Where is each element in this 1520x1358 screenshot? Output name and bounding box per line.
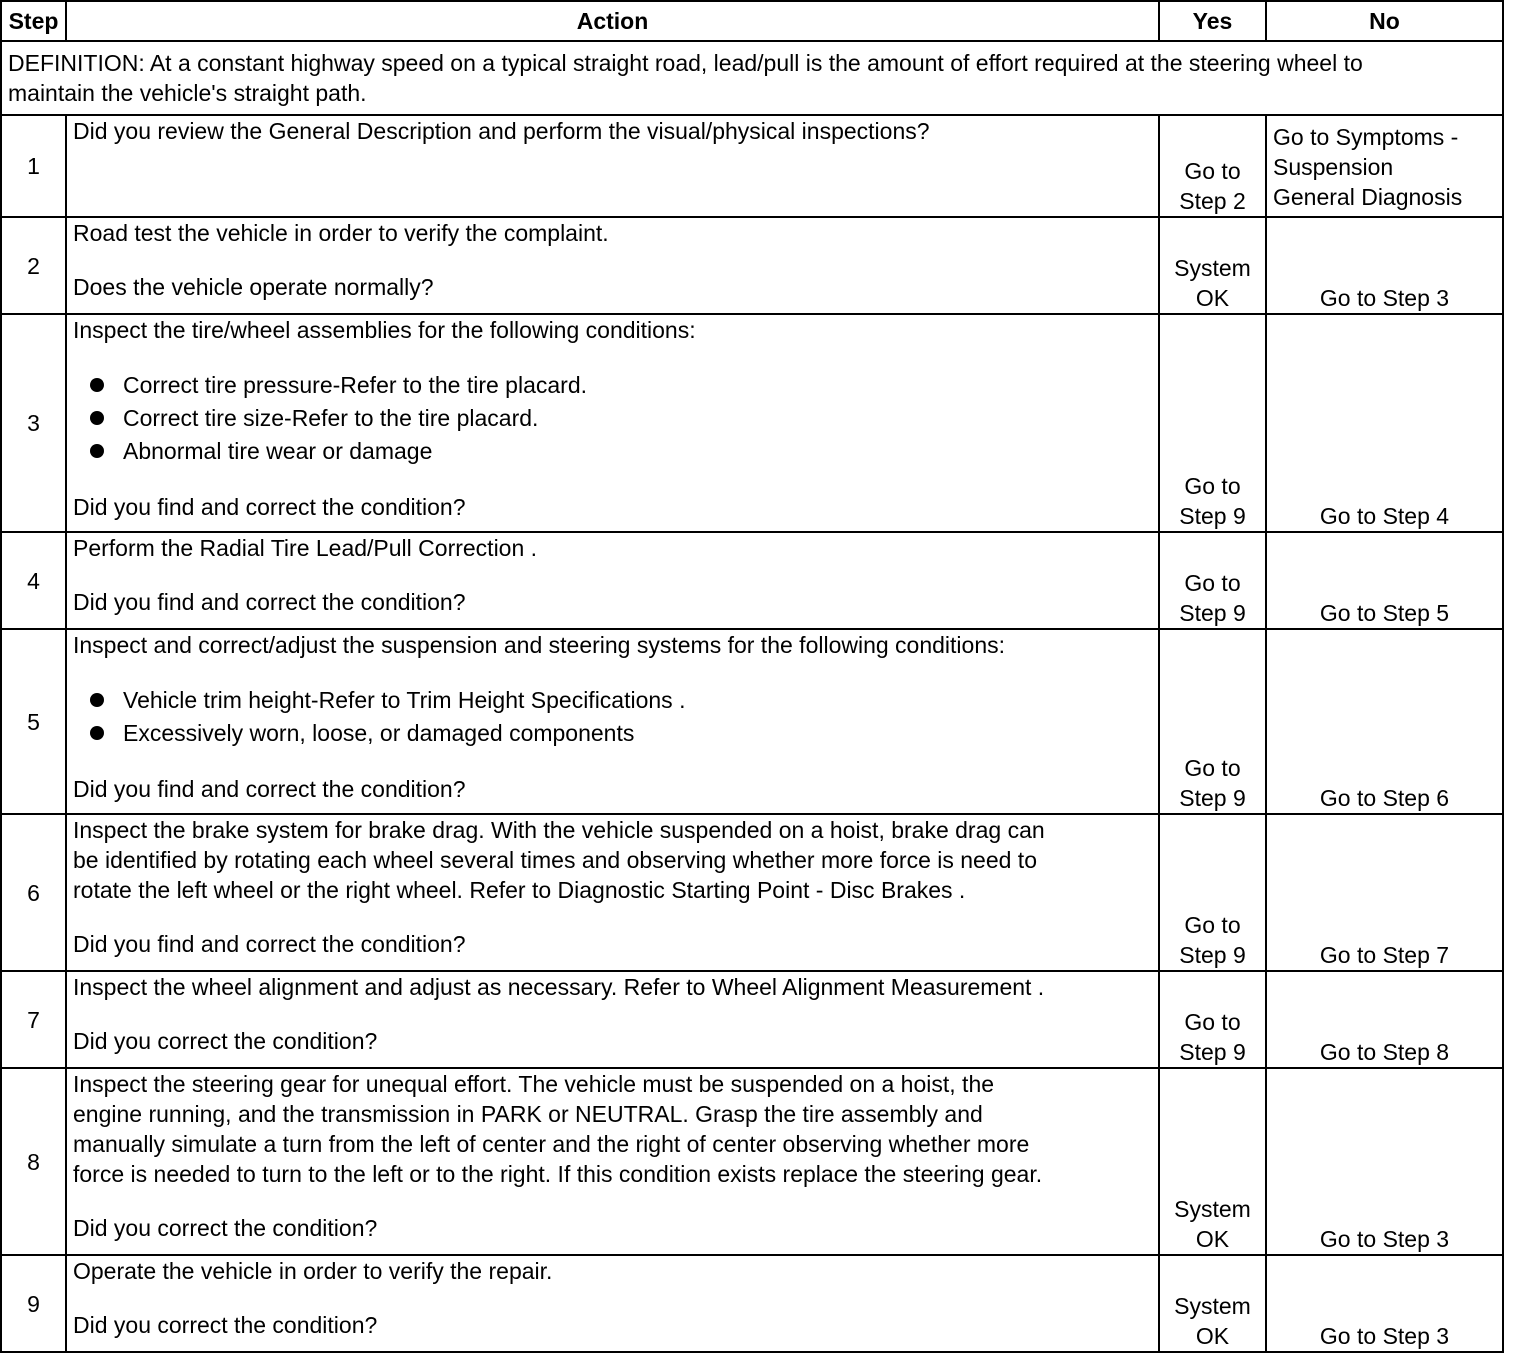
condition-list [73, 684, 1152, 750]
action-text-line: engine running, and the transmission in PARK or NEUTRAL. Grasp the tire assembly and [73, 1101, 983, 1127]
definition-line-1: DEFINITION: At a constant highway speed on a typical straight road, lead/pull is the amount of effort required at the steering wheel to [8, 50, 1363, 76]
action-cell [66, 629, 1159, 814]
header-action: Action [66, 1, 1159, 41]
yes-line-2: Step 2 [1179, 188, 1246, 214]
step-number: 8 [1, 1068, 66, 1255]
action-question: Did you find and correct the condition? [73, 494, 466, 520]
action-question: Did you correct the condition? [73, 1215, 378, 1241]
action-text: Operate the vehicle in order to verify the repair. [73, 1258, 553, 1284]
definition-cell [1, 41, 1503, 115]
yes-line-2: Step 9 [1179, 1039, 1246, 1065]
yes-line-1: System [1174, 1196, 1251, 1222]
no-line-1: Go to Symptoms - [1273, 124, 1459, 150]
action-text: Inspect and correct/adjust the suspension and steering systems for the following conditions: [73, 632, 1006, 658]
action-text-line: Inspect the steering gear for unequal effort. The vehicle must be suspended on a hoist, the [73, 1071, 995, 1097]
no-cell [1266, 115, 1503, 217]
yes-line-1: Go to [1184, 912, 1241, 938]
yes-cell [1159, 217, 1266, 314]
yes-line-1: System [1174, 255, 1251, 281]
list-item: Correct tire pressure-Refer to the tire placard. [87, 369, 1152, 402]
action-question: Did you review the General Description and perform the visual/physical inspections? [73, 118, 930, 144]
yes-cell [1159, 314, 1266, 532]
action-cell [66, 1068, 1159, 1255]
table-row [1, 814, 1503, 971]
header-yes: Yes [1159, 1, 1266, 41]
no-cell: Go to Step 3 [1266, 1255, 1503, 1352]
yes-line-2: Step 9 [1179, 942, 1246, 968]
step-number: 2 [1, 217, 66, 314]
header-step: Step [1, 1, 66, 41]
action-question: Did you find and correct the condition? [73, 776, 466, 802]
action-text: Inspect the wheel alignment and adjust as necessary. Refer to Wheel Alignment Measurement . [73, 974, 1045, 1000]
table-row [1, 217, 1503, 314]
no-cell: Go to Step 3 [1266, 217, 1503, 314]
action-cell [66, 971, 1159, 1068]
yes-line-1: Go to [1184, 1009, 1241, 1035]
table-row [1, 629, 1503, 814]
step-number: 1 [1, 115, 66, 217]
bullet-icon [90, 726, 104, 740]
action-cell [66, 217, 1159, 314]
yes-cell [1159, 115, 1266, 217]
yes-line-2: Step 9 [1179, 785, 1246, 811]
table-row [1, 971, 1503, 1068]
table-row [1, 1068, 1503, 1255]
no-cell: Go to Step 5 [1266, 532, 1503, 629]
yes-cell [1159, 1255, 1266, 1352]
step-number: 4 [1, 532, 66, 629]
action-cell [66, 1255, 1159, 1352]
action-cell [66, 314, 1159, 532]
bullet-icon [90, 693, 104, 707]
list-item: Excessively worn, loose, or damaged components [87, 717, 1152, 750]
definition-line-2: maintain the vehicle's straight path. [8, 80, 367, 106]
table-row [1, 1255, 1503, 1352]
list-item: Correct tire size-Refer to the tire placard. [87, 402, 1152, 435]
action-text-line: Inspect the brake system for brake drag. With the vehicle suspended on a hoist, brake drag can [73, 817, 1045, 843]
action-text: Road test the vehicle in order to verify the complaint. [73, 220, 609, 246]
yes-cell [1159, 814, 1266, 971]
action-question: Did you find and correct the condition? [73, 931, 466, 957]
action-question: Does the vehicle operate normally? [73, 274, 434, 300]
action-question: Did you correct the condition? [73, 1312, 378, 1338]
step-number: 3 [1, 314, 66, 532]
yes-line-2: OK [1195, 1323, 1230, 1349]
step-number: 6 [1, 814, 66, 971]
table-row [1, 532, 1503, 629]
table-row [1, 314, 1503, 532]
yes-line-2: OK [1195, 1226, 1230, 1252]
step-number: 5 [1, 629, 66, 814]
yes-line-1: Go to [1184, 570, 1241, 596]
no-cell: Go to Step 6 [1266, 629, 1503, 814]
no-cell: Go to Step 4 [1266, 314, 1503, 532]
yes-line-1: Go to [1184, 473, 1241, 499]
yes-cell [1159, 629, 1266, 814]
no-line-2: Suspension [1273, 154, 1394, 180]
action-question: Did you correct the condition? [73, 1028, 378, 1054]
action-text-line: manually simulate a turn from the left of center and the right of center observing whether more [73, 1131, 1030, 1157]
action-cell [66, 532, 1159, 629]
action-question: Did you find and correct the condition? [73, 589, 466, 615]
action-text-line: force is needed to turn to the left or to the right. If this condition exists replace the steering gear. [73, 1161, 1043, 1187]
yes-line-2: Step 9 [1179, 503, 1246, 529]
yes-line-2: Step 9 [1179, 600, 1246, 626]
list-item: Vehicle trim height-Refer to Trim Height Specifications . [87, 684, 1152, 717]
header-row [1, 1, 1503, 41]
action-text-line: rotate the left wheel or the right wheel. Refer to Diagnostic Starting Point - Disc Brakes . [73, 877, 966, 903]
table-row [1, 115, 1503, 217]
yes-cell [1159, 971, 1266, 1068]
yes-line-1: System [1174, 1293, 1251, 1319]
no-line-3: General Diagnosis [1273, 184, 1463, 210]
yes-cell [1159, 532, 1266, 629]
header-no: No [1266, 1, 1503, 41]
step-number: 9 [1, 1255, 66, 1352]
condition-list [73, 369, 1152, 468]
action-cell [66, 115, 1159, 217]
definition-row [1, 41, 1503, 115]
action-cell [66, 814, 1159, 971]
action-text: Inspect the tire/wheel assemblies for the following conditions: [73, 317, 696, 343]
yes-line-1: Go to [1184, 158, 1241, 184]
yes-line-1: Go to [1184, 755, 1241, 781]
bullet-icon [90, 444, 104, 458]
no-cell: Go to Step 8 [1266, 971, 1503, 1068]
list-item: Abnormal tire wear or damage [87, 435, 1152, 468]
action-text-line: be identified by rotating each wheel several times and observing whether more force is need to [73, 847, 1037, 873]
bullet-icon [90, 378, 104, 392]
action-text: Perform the Radial Tire Lead/Pull Correction . [73, 535, 538, 561]
no-cell: Go to Step 7 [1266, 814, 1503, 971]
yes-line-2: OK [1195, 285, 1230, 311]
no-cell: Go to Step 3 [1266, 1068, 1503, 1255]
bullet-icon [90, 411, 104, 425]
yes-cell [1159, 1068, 1266, 1255]
step-number: 7 [1, 971, 66, 1068]
